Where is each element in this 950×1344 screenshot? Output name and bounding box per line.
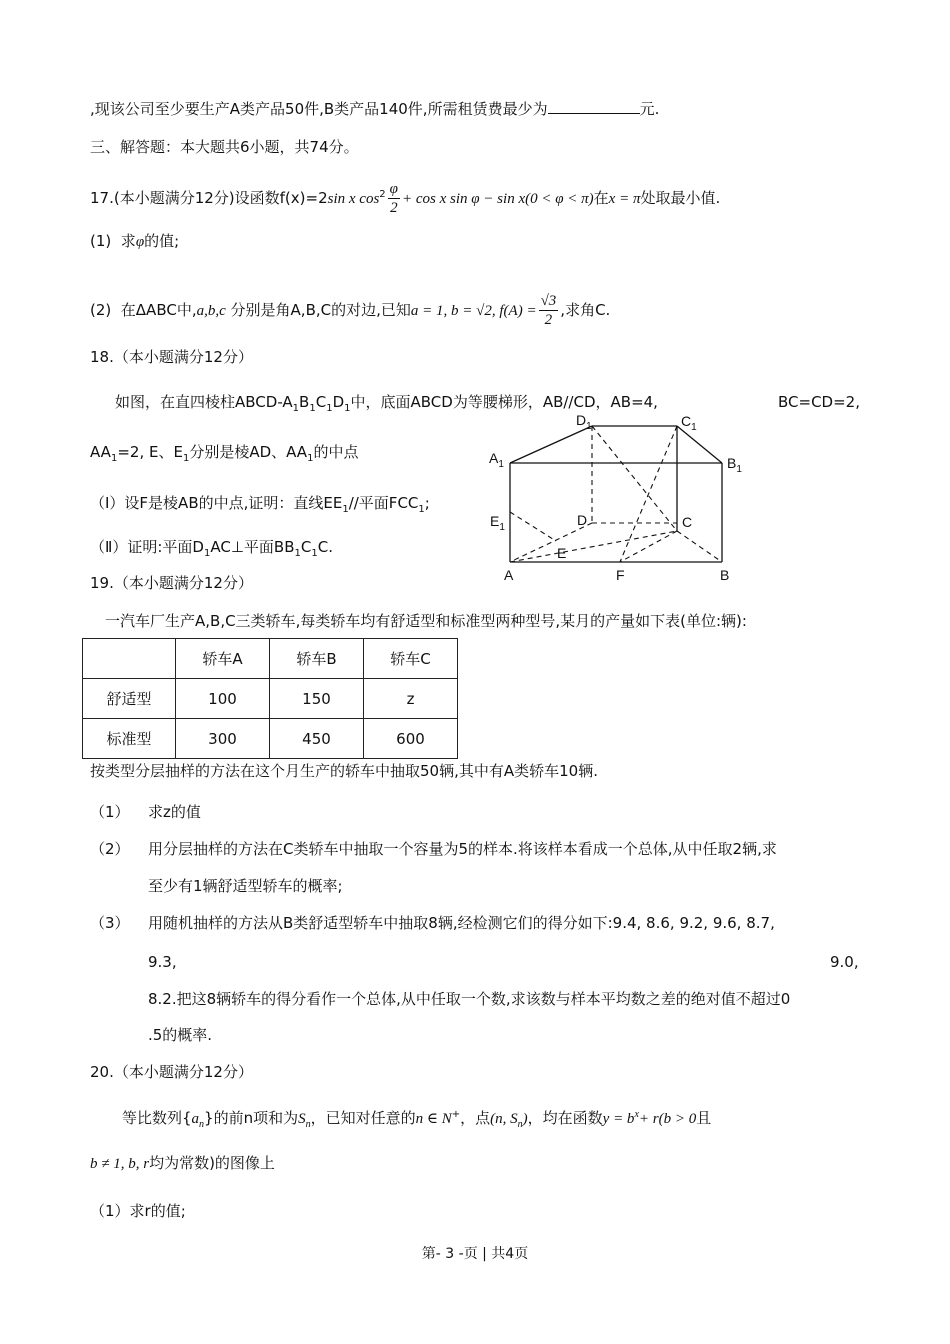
q17-sub2: (2) 在ΔABC中,a,b,c 分别是角A,B,C的对边,已知a = 1, b = √2, f(A) = $\frac{√3}{2}$ ,求角C. (90, 293, 611, 328)
label-c1: $C_1$ (681, 413, 697, 433)
q19-sub3-cont1: 9.3, (148, 953, 177, 971)
section-3-heading: 三、解答题：本大题共6小题，共74分。 (90, 138, 359, 156)
edge-a1d1 (510, 426, 592, 463)
answer-blank (548, 99, 640, 114)
q20-sub1: （1）求r的值; (90, 1202, 186, 1220)
q19-sub2: （2） 用分层抽样的方法在C类轿车中抽取一个容量为5的样本.将该样本看成一个总体,从中任取2辆,求 (90, 840, 777, 858)
table-header-cell: 轿车B (270, 639, 364, 679)
label-b: B (720, 567, 730, 583)
label-c: C (682, 514, 693, 530)
table-header-cell: 轿车A (176, 639, 270, 679)
q17-sup: 2 (379, 189, 386, 200)
q17-sub1: (1) 求φ的值; (90, 232, 180, 250)
q16-unit: 元. (639, 100, 660, 118)
q20-line2: b ≠ 1, b, r均为常数)的图像上 (90, 1154, 275, 1172)
q18-line1: 如图，在直四棱柱ABCD-$A_1B_1C_1D_1$中，底面ABCD为等腰梯形，AB//CD，AB=4, (115, 393, 658, 414)
edge-da (510, 523, 592, 562)
q17-expr2: + cos x sin φ − sin x(0 < φ < π) (401, 191, 594, 207)
table-cell: 100 (176, 679, 270, 719)
q19-after-table: 按类型分层抽样的方法在这个月生产的轿车中抽取50辆,其中有A类轿车10辆. (90, 762, 598, 780)
table-cell: 舒适型 (83, 679, 176, 719)
segment-cf (620, 531, 677, 562)
page-footer: 第- 3 -页 | 共4页 (421, 1246, 529, 1262)
segment-ac (510, 531, 677, 562)
q18-part1: （Ⅰ）设F是棱AB的中点,证明：直线$EE_1//$平面$FCC_1$; (90, 494, 430, 515)
table-cell: z (364, 679, 458, 719)
q19-sub3-cont3: 8.2.把这8辆轿车的得分看作一个总体,从中任取一个数,求该数与样本平均数之差的绝对值不超过0 (148, 990, 791, 1008)
q19-sub3-cont4: .5的概率. (148, 1026, 213, 1044)
table-cell: 300 (176, 719, 270, 759)
q19-intro: 一汽车厂生产A,B,C三类轿车,每类轿车均有舒适型和标准型两种型号,某月的产量如下表(单位:辆): (105, 612, 747, 630)
label-a: A (504, 567, 514, 583)
table-header-cell: 轿车C (364, 639, 458, 679)
table-row (83, 679, 458, 719)
q16-text: ,现该公司至少要生产A类产品50件,B类产品140件,所需租赁费最少为 (90, 100, 548, 118)
q20-line1: 等比数列$\{a_n\}$的前n项和为$S_n$，已知对任意的n ∈ N+，点(n, $S_n$)，均在函数$y = b^x+ r(b > 0$且 (122, 1109, 712, 1130)
label-a1: $A_1$ (489, 450, 504, 470)
table-cell: 标准型 (83, 719, 176, 759)
table-cell: 450 (270, 719, 364, 759)
q19-head: 19.（本小题满分12分） (90, 574, 253, 592)
production-table (82, 638, 458, 759)
table-header-cell (83, 639, 176, 679)
q17-stem: 17.(本小题满分12分)设函数f(x)=2sin x $\cos^2$ $\frac{\varphi}{2}$ + cos x sin φ − sin x(0 < φ < π)在x = π处取最小值. (90, 181, 721, 216)
q16-tail-line (90, 98, 659, 120)
q19-sub2-cont: 至少有1辆舒适型轿车的概率; (148, 877, 343, 895)
label-b1: $B_1$ (727, 455, 742, 475)
label-d1: $D_1$ (576, 412, 592, 432)
label-d: D (577, 512, 588, 528)
q17-sub2-fraction: $\frac{√3}{2}$ (540, 293, 557, 328)
q17-expr1: sin x cos (327, 191, 380, 207)
q20-head: 20.（本小题满分12分） (90, 1063, 253, 1081)
edge-cb (677, 531, 722, 562)
q19-sub1: （1） 求z的值 (90, 803, 201, 821)
table-row (83, 719, 458, 759)
label-f: F (616, 567, 625, 583)
prism-figure (484, 410, 764, 590)
q18-line1-end: BC=CD=2, (778, 393, 860, 411)
table-header-row (83, 639, 458, 679)
segment-c1f (620, 426, 677, 562)
label-e: E (557, 545, 567, 561)
q18-head: 18.（本小题满分12分） (90, 348, 253, 366)
q17-head: 17.(本小题满分12分)设函数f(x)=2 (90, 189, 328, 207)
segment-d1c (592, 426, 677, 531)
q17-fraction: $\frac{\varphi}{2}$ (389, 181, 398, 216)
table-cell: 600 (364, 719, 458, 759)
q19-sub3: （3） 用随机抽样的方法从B类舒适型轿车中抽取8辆,经检测它们的得分如下:9.4, 8.6, 9.2, 9.6, 8.7, (90, 914, 775, 932)
q18-line2: $AA_1=2$, E、$E_1$分别是棱AD、$AA_1$的中点 (90, 443, 359, 464)
label-e1: $E_1$ (490, 513, 505, 533)
table-cell: 150 (270, 679, 364, 719)
segment-e1e (510, 512, 556, 541)
q19-sub3-cont2: 9.0, (830, 953, 859, 971)
q17-expr3: x = π (608, 191, 641, 207)
q18-part2: （Ⅱ）证明:平面$D_1AC\perp$平面$BB_1C_1C$. (90, 538, 333, 559)
edge-c1b1 (677, 426, 722, 463)
